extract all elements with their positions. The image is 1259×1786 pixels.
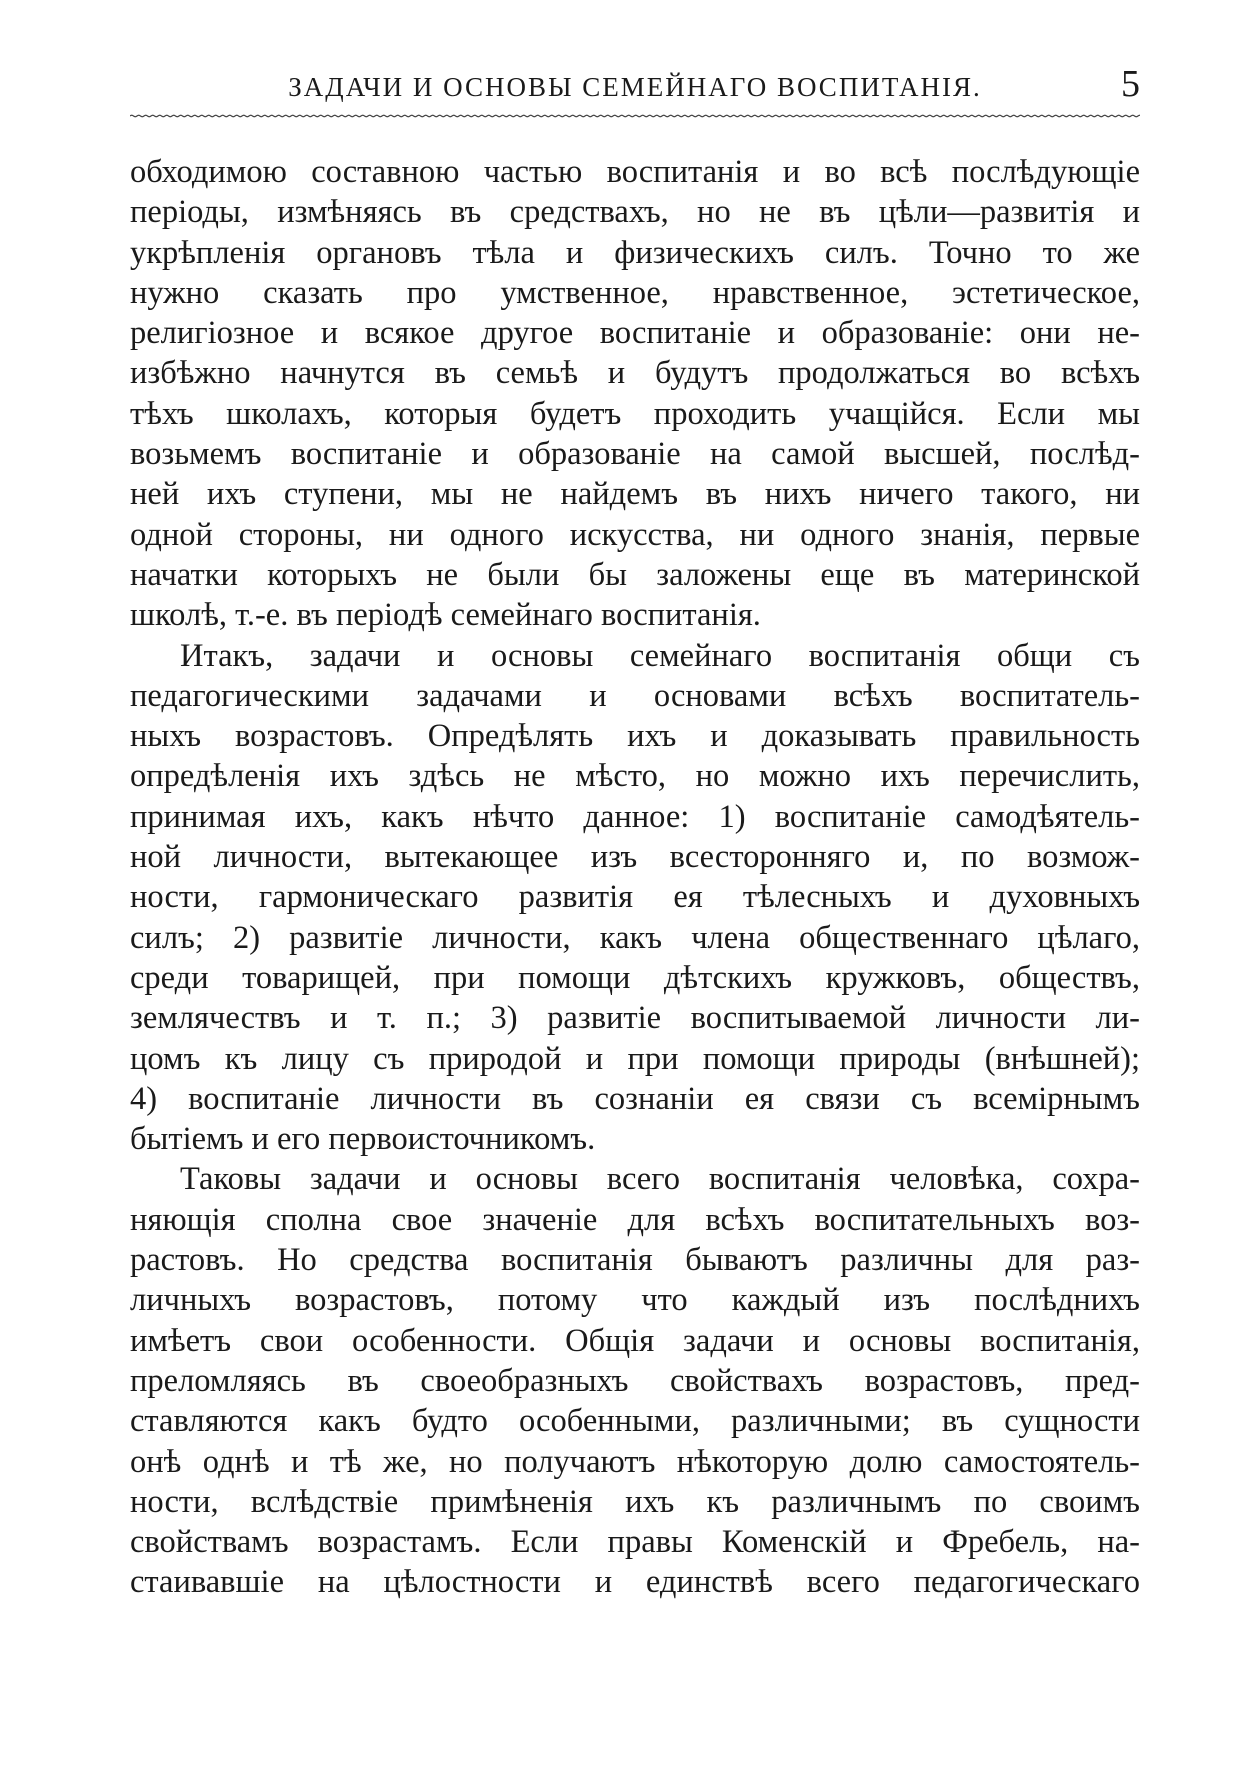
text-line: преломляясь въ своеобразныхъ свойствахъ возрастовъ, пред- [130, 1362, 1140, 1399]
paragraph-1 [130, 152, 1140, 636]
text-line: свойствамъ возрастамъ. Если правы Коменскій и Фребель, на- [130, 1524, 1140, 1561]
text-line: растовъ. Но средства воспитанія бываютъ различны для раз- [130, 1242, 1140, 1279]
text-line: обходимою составною частью воспитанія и во всѣ послѣдующіе [130, 154, 1140, 190]
running-head [130, 63, 1140, 110]
body-text [130, 152, 1140, 1603]
header-wavy-rule [130, 113, 1140, 119]
text-line: одной стороны, ни одного искусства, ни одного знанія, первые [130, 516, 1140, 553]
text-line: избѣжно начнутся въ семьѣ и будутъ продолжаться во всѣхъ [130, 355, 1140, 392]
text-line: цомъ къ лицу съ природой и при помощи природы (внѣшней); [130, 1040, 1140, 1077]
text-line: силъ; 2) развитіе личности, какъ члена общественнаго цѣлаго, [130, 919, 1140, 956]
text-line: тѣхъ школахъ, которыя будетъ проходить учащійся. Если мы [130, 395, 1140, 432]
text-line: землячествъ и т. п.; 3) развитіе воспитываемой личности ли- [130, 1000, 1140, 1037]
text-line: религіозное и всякое другое воспитаніе и образованіе: они не- [130, 315, 1140, 352]
text-line: ней ихъ ступени, мы не найдемъ въ нихъ ничего такого, ни [130, 476, 1140, 513]
text-line: возьмемъ воспитаніе и образованіе на самой высшей, послѣд- [130, 436, 1140, 473]
text-line: няющія сполна свое значеніе для всѣхъ воспитательныхъ воз- [130, 1201, 1140, 1238]
text-line: періоды, измѣняясь въ средствахъ, но не въ цѣли—развитія и [130, 194, 1140, 231]
text-line: начатки которыхъ не были бы заложены еще въ материнской [130, 556, 1140, 593]
text-line: бытіемъ и его первоисточникомъ. [130, 1121, 596, 1158]
text-line: ности, гармоническаго развитія ея тѣлесныхъ и духовныхъ [130, 879, 1140, 916]
text-line: ности, вслѣдствіе примѣненія ихъ къ различнымъ по своимъ [130, 1483, 1140, 1520]
paragraph-2 [130, 636, 1140, 1160]
text-line: личныхъ возрастовъ, потому что каждый изъ послѣднихъ [130, 1282, 1140, 1319]
paragraph-3 [130, 1159, 1140, 1602]
text-line: 4) воспитаніе личности въ сознаніи ея связи съ всемірнымъ [130, 1080, 1140, 1117]
text-line: нужно сказать про умственное, нравственное, эстетическое, [130, 274, 1140, 311]
wavy-rule-graphic [130, 113, 1140, 119]
text-line: ной личности, вытекающее изъ всесторонняго и, по возмож- [130, 839, 1140, 876]
text-line: ныхъ возрастовъ. Опредѣлять ихъ и доказывать правильность [130, 718, 1140, 755]
text-line: принимая ихъ, какъ нѣчто данное: 1) воспитаніе самодѣятель- [130, 798, 1140, 835]
text-line: педагогическими задачами и основами всѣхъ воспитатель- [130, 677, 1140, 714]
text-line: укрѣпленія органовъ тѣла и физическихъ силъ. Точно то же [130, 234, 1140, 271]
text-line: опредѣленія ихъ здѣсь не мѣсто, но можно ихъ перечислить, [130, 758, 1140, 795]
text-line: школѣ, т.-е. въ періодѣ семейнаго воспитанія. [130, 597, 761, 634]
text-line: ставляются какъ будто особенными, различными; въ сущности [130, 1403, 1140, 1440]
text-line: Итакъ, задачи и основы семейнаго воспитанія общи съ [180, 637, 1140, 674]
text-line: среди товарищей, при помощи дѣтскихъ кружковъ, обществъ, [130, 959, 1140, 996]
text-line: онѣ однѣ и тѣ же, но получаютъ нѣкоторую долю самостоятель- [130, 1443, 1140, 1480]
page-number: 5 [1121, 63, 1140, 105]
running-title: ЗАДАЧИ И ОСНОВЫ СЕМЕЙНАГО ВОСПИТАНІЯ. [288, 72, 982, 102]
text-line: стаивавшіе на цѣлостности и единствѣ всего педагогическаго [130, 1564, 1140, 1601]
text-line: Таковы задачи и основы всего воспитанія человѣка, сохра- [180, 1161, 1140, 1198]
text-line: имѣетъ свои особенности. Общія задачи и основы воспитанія, [130, 1322, 1140, 1359]
